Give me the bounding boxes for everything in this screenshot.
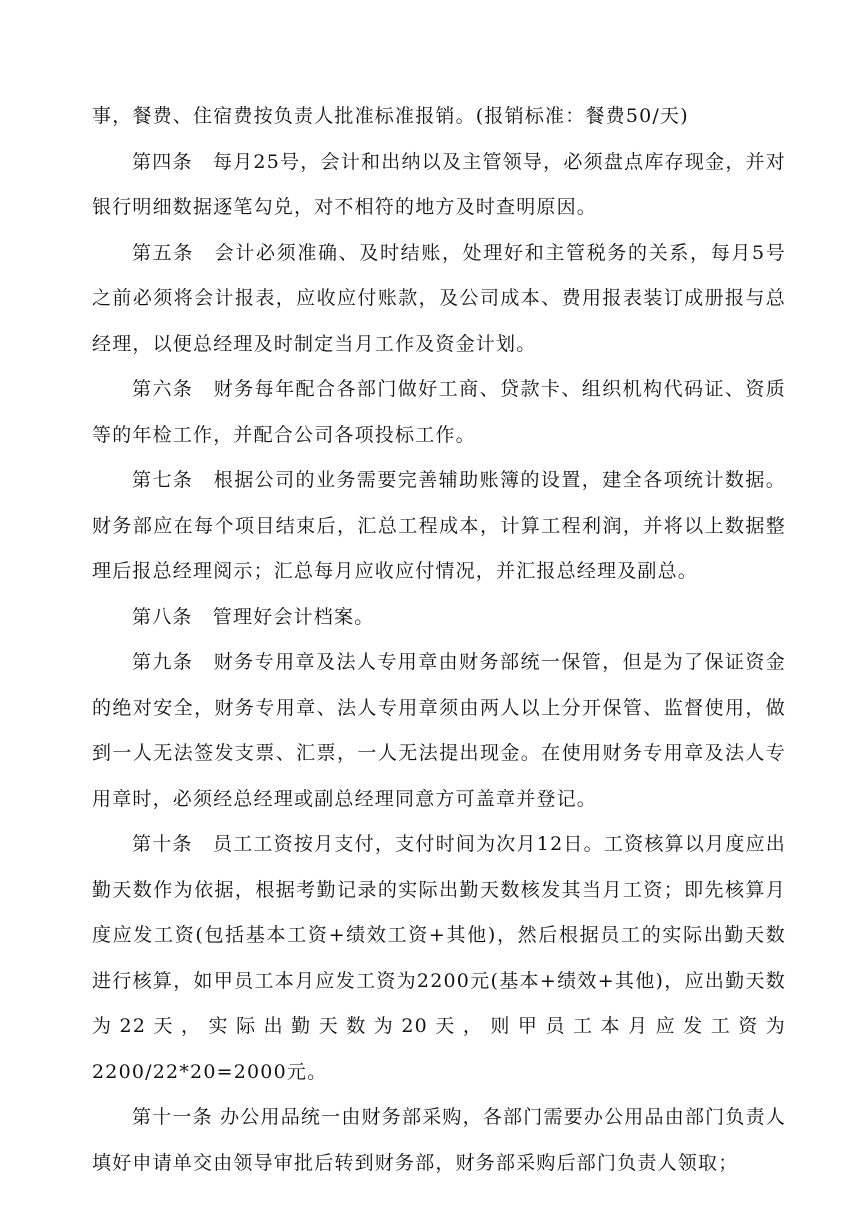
paragraph-article-11: 第十一条 办公用品统一由财务部采购，各部门需要办公用品由部门负责人填好申请单交由领导审批后转到财务部，财务部采购后部门负责人领取； <box>92 1106 786 1174</box>
paragraph-continuation: 事，餐费、住宿费按负责人批准标准报销。(报销标准：餐费50/天) <box>92 105 689 127</box>
paragraph-article-8: 第八条 管理好会计档案。 <box>132 605 375 628</box>
paragraph-article-9: 第九条 财务专用章及法人专用章由财务部统一保管，但是为了保证资金的绝对安全，财务专用章、法人专用章须由两人以上分开保管、监督使用，做到一人无法签发支票、汇票，一人无法提出现金。在使用财务专用章及法人专用章时，必须经总经理或副总经理同意方可盖章并登记。 <box>92 651 786 810</box>
paragraph-article-5: 第五条 会计必须准确、及时结账，处理好和主管税务的关系，每月5号之前必须将会计报表，应收应付账款，及公司成本、费用报表装订成册报与总经理，以便总经理及时制定当月工作及资金计划。 <box>92 241 786 355</box>
paragraph-article-10: 第十条 员工工资按月支付，支付时间为次月12日。工资核算以月度应出勤天数作为依据，根据考勤记录的实际出勤天数核发其当月工资；即先核算月度应发工资(包括基本工资+绩效工资+其他)，然后根据员工的实际出勤天数进行核算，如甲员工本月应发工资为2200元(基本+绩效+其他)，应出勤天数为22天，实际出勤天数为20天，则甲员工本月应发工资为2200/22*20=2000元。 <box>92 833 786 1083</box>
paragraph-article-4: 第四条 每月25号，会计和出纳以及主管领导，必须盘点库存现金，并对银行明细数据逐笔勾兑，对不相符的地方及时查明原因。 <box>92 150 786 218</box>
document-page <box>92 94 786 1186</box>
paragraph-article-6: 第六条 财务每年配合各部门做好工商、贷款卡、组织机构代码证、资质等的年检工作，并配合公司各项投标工作。 <box>92 378 786 446</box>
paragraph-article-7: 第七条 根据公司的业务需要完善辅助账簿的设置，建全各项统计数据。财务部应在每个项目结束后，汇总工程成本，计算工程利润，并将以上数据整理后报总经理阅示；汇总每月应收应付情况，并汇报总经理及副总。 <box>92 469 786 582</box>
